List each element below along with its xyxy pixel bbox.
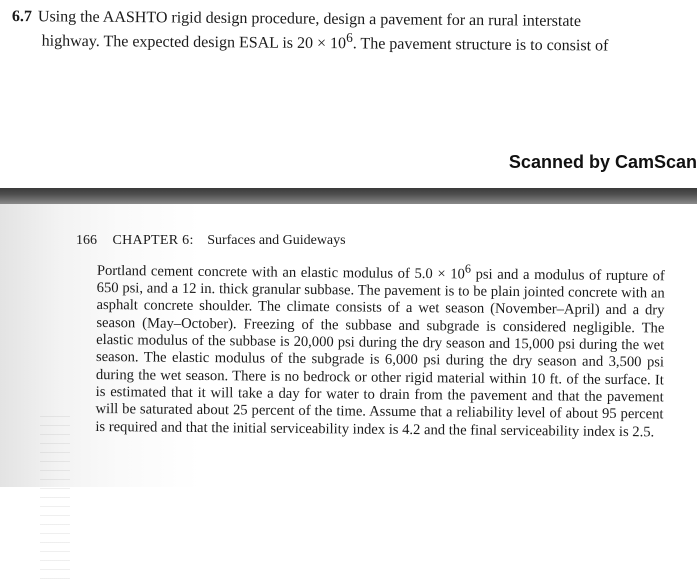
body-sentence-rest: psi and a modulus of rupture of 650 psi, and a 12 in. thick granular subbase. The pavement is to be plain jointed concrete with an asphalt concrete shoulder. The climate consists of a wet season (November–April) and a dry season (May–October). Freezing of the subbase and subgrade is considered negligible. The elastic modulus of the subbase is 20,000 psi during the dry season and 15,000 psi during the wet season. The elastic modulus of the subgrade is 6,000 psi during the dry season and 3,500 psi during the wet season. There is no bedrock or other rigid material within 10 ft. of the surface. It is estimated that it will take a day for water to drain from the pavement and that the pavement will be saturated about 25 percent of the time. Assume that a reliability level of about 95 percent is required and that the initial serviceability index is 4.2 and the final serviceability index is 2.5. (95, 266, 665, 440)
problem-line-2-prefix: highway. The expected design ESAL is 20 × 10 (41, 32, 347, 53)
problem-statement (12, 8, 652, 56)
problem-line-2 (12, 26, 652, 56)
page-number: 166 (76, 233, 97, 248)
page-divider (0, 188, 697, 204)
chapter-label: CHAPTER 6: (112, 233, 194, 248)
body-paragraph (95, 257, 665, 441)
upper-scan-page (0, 0, 697, 188)
body-sentence-start: Portland cement concrete with an elastic modulus of 5.0 × 10 (96, 262, 465, 283)
problem-line-1: Using the AASHTO rigid design procedure, design a pavement for an rural interstate (37, 8, 582, 30)
problem-number: 6.7 (11, 8, 32, 26)
problem-line-2-suffix: . The pavement structure is to consist of (352, 35, 609, 55)
chapter-title: Surfaces and Guideways (207, 233, 346, 248)
scanner-watermark: Scanned by CamScan (508, 152, 697, 172)
bleed-through-margin (40, 409, 70, 579)
page-header (76, 233, 346, 249)
exponent: 6 (346, 29, 353, 45)
exponent: 6 (464, 261, 472, 276)
